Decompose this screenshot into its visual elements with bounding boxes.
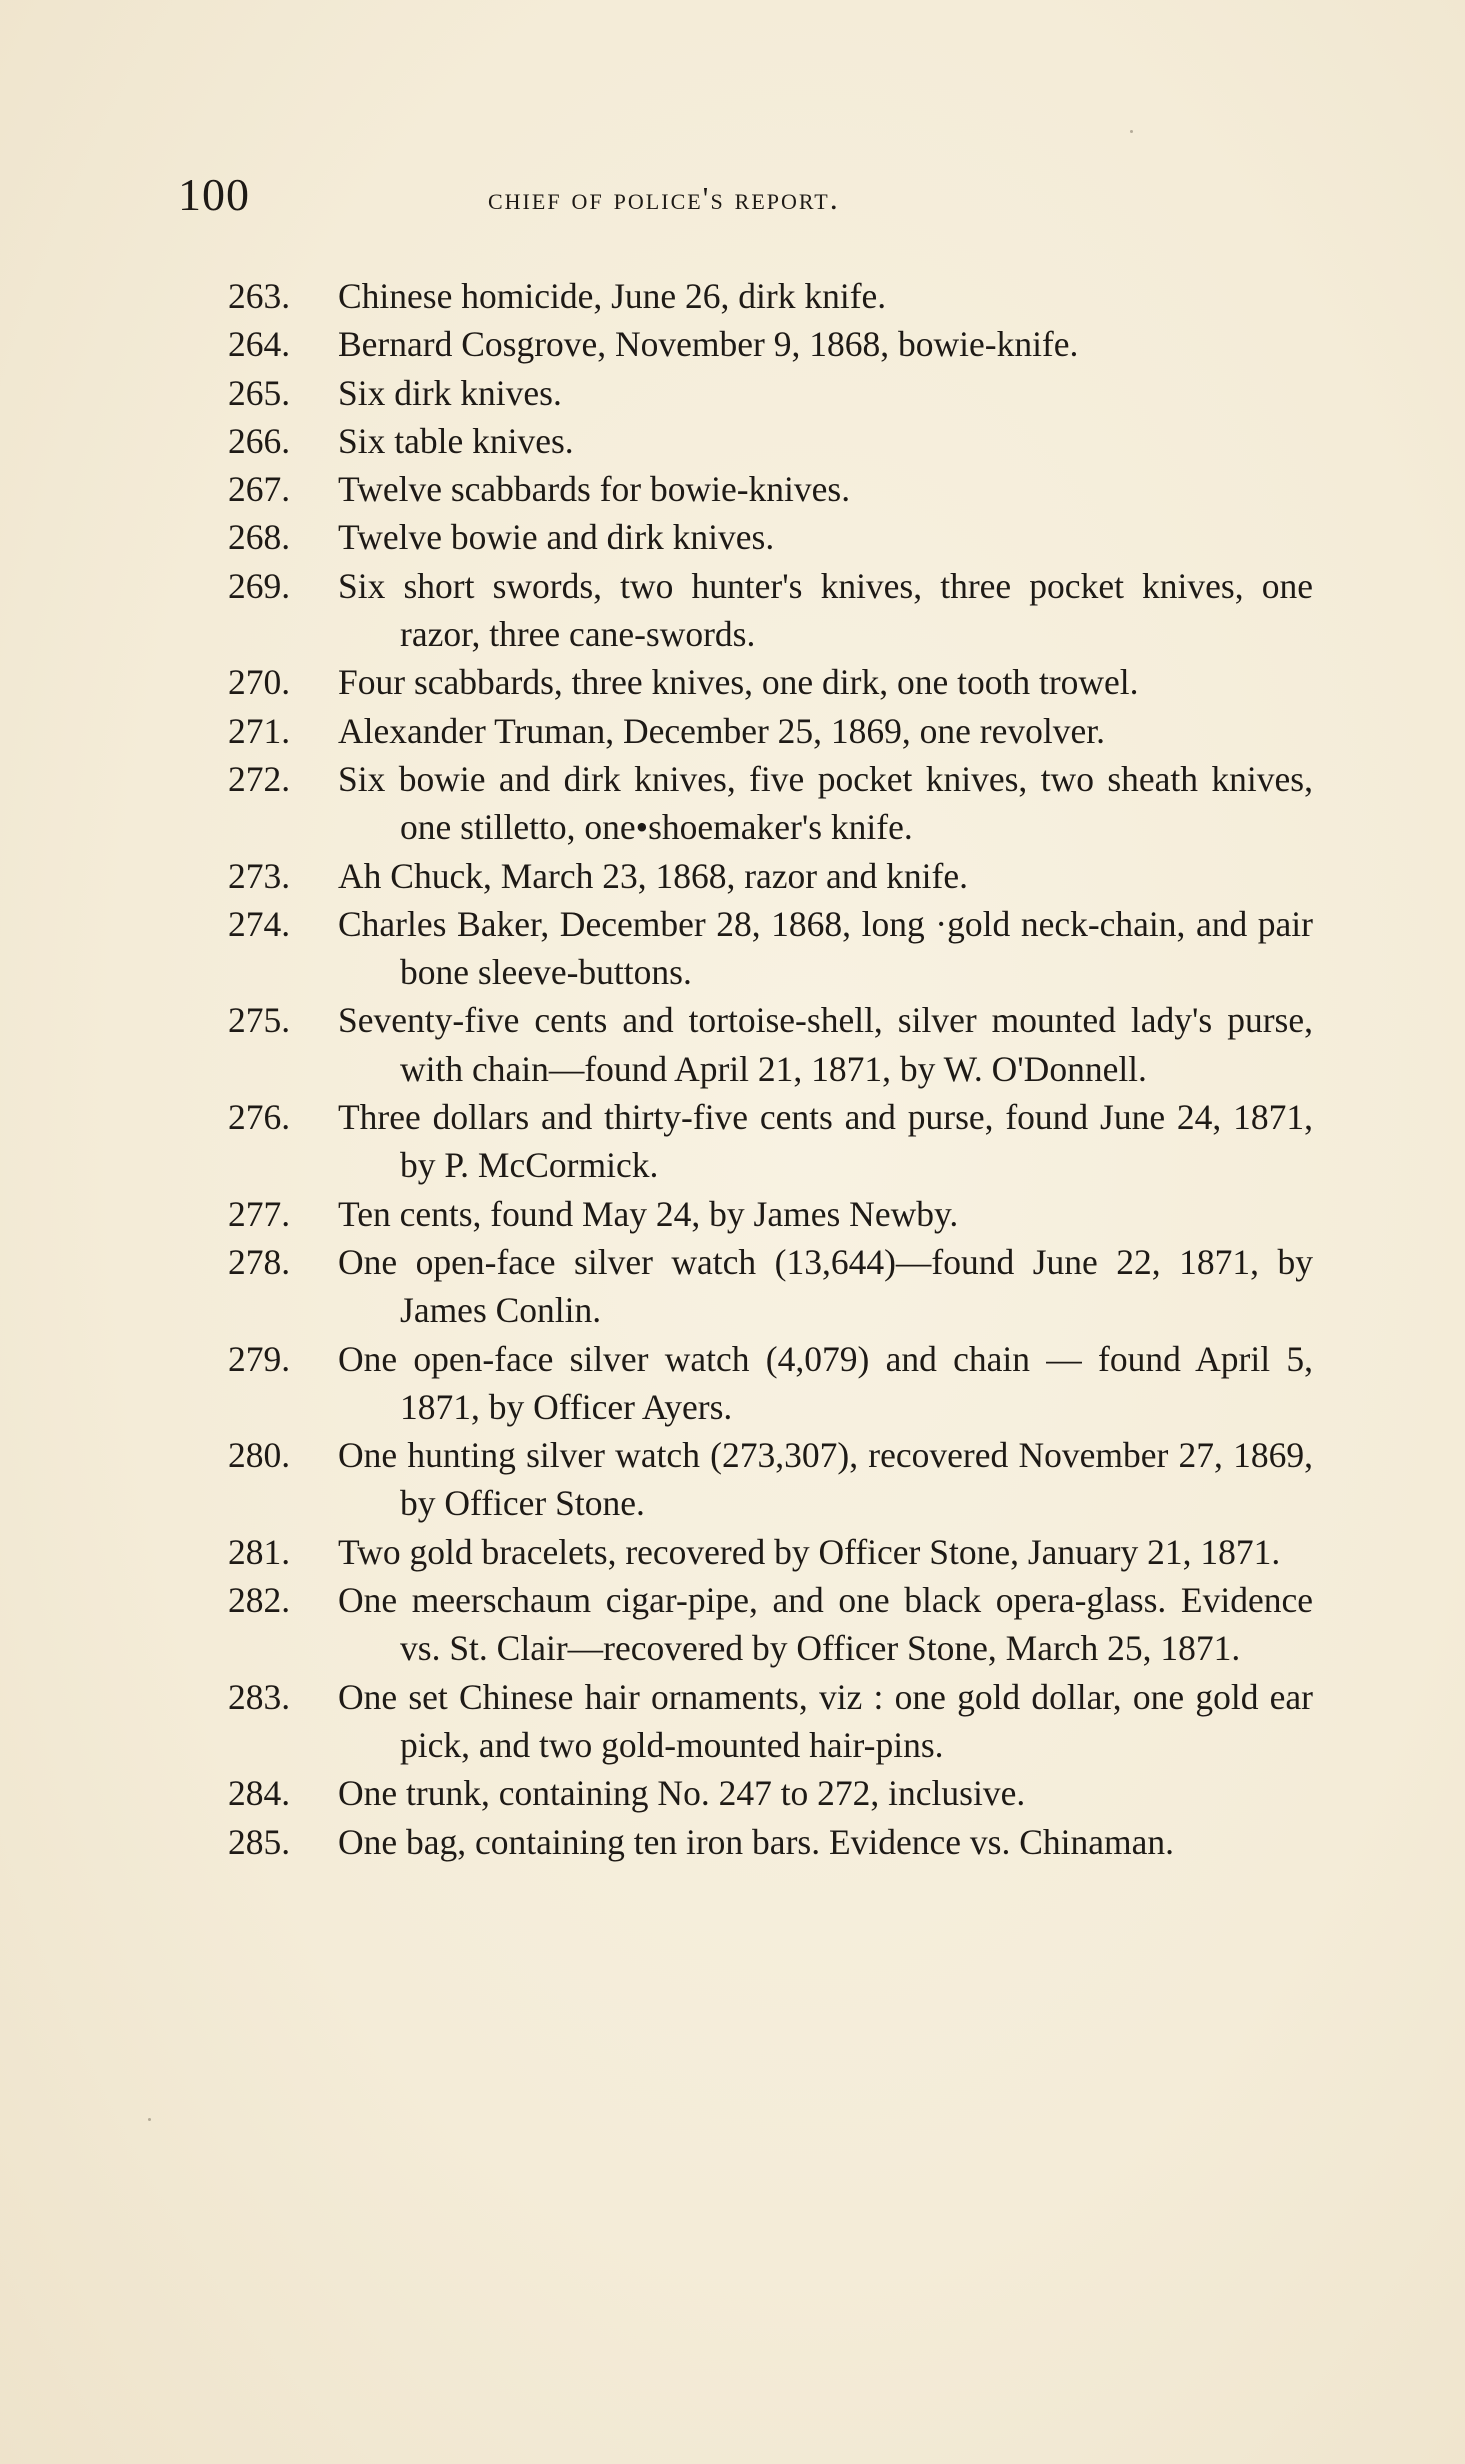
list-item xyxy=(228,852,1313,900)
entry-text: Charles Baker, December 28, 1868, long ·gold neck-chain, and pair bone sleeve-buttons. xyxy=(338,903,1313,993)
entry-number: 272. xyxy=(228,758,291,799)
entry-number: 273. xyxy=(228,855,291,896)
paper-speck xyxy=(1130,130,1133,133)
entry-number: 281. xyxy=(228,1531,291,1572)
entry-text: One set Chinese hair ornaments, viz : one gold dollar, one gold ear pick, and two gold-mounted hair-pins. xyxy=(338,1676,1313,1765)
entry-text: One trunk, containing No. 247 to 272, inclusive. xyxy=(338,1773,1026,1814)
list-item xyxy=(228,707,1313,755)
entry-text: One hunting silver watch (273,30⁠7), recovered November 27, 1869, by Officer Stone. xyxy=(338,1435,1313,1524)
page-header xyxy=(178,168,1008,228)
entry-number: 276. xyxy=(228,1097,291,1138)
list-item xyxy=(228,1576,1313,1673)
entry-text: Seventy-five cents and tortoise-shell, silver mounted lady's purse, with chain—found April 21, 1871, by W. O'Donnell. xyxy=(338,1000,1313,1089)
entry-number: 269. xyxy=(228,565,291,606)
list-item xyxy=(228,1769,1313,1817)
entry-number: 270. xyxy=(228,662,291,703)
entry-number: 271. xyxy=(228,710,291,751)
page-number: 100 xyxy=(178,169,250,220)
entry-text: Ten cents, found May 24, by James Newby. xyxy=(338,1193,959,1234)
entry-text: Four scabbards, three knives, one dirk, one tooth trowel. xyxy=(338,662,1139,703)
list-item xyxy=(228,320,1313,368)
list-item xyxy=(228,513,1313,561)
list-item xyxy=(228,1335,1313,1432)
entry-number: 268. xyxy=(228,517,291,558)
list-item xyxy=(228,658,1313,706)
list-item xyxy=(228,1818,1313,1866)
list-item xyxy=(228,465,1313,513)
list-item xyxy=(228,996,1313,1093)
entry-number: 280. xyxy=(228,1435,291,1476)
evidence-list xyxy=(228,272,1313,1866)
entry-text: Ah Chuck, March 23, 1868, razor and knife. xyxy=(338,855,968,896)
running-head: chief of police's report. xyxy=(488,180,840,216)
entry-text: Three dollars and thirty-five cents and purse, found June 24, 1871, by P. McCormick. xyxy=(338,1097,1313,1186)
list-item xyxy=(228,755,1313,852)
entry-text: Chinese homicide, June 26, dirk knife. xyxy=(338,276,887,316)
entry-text: Two gold bracelets, recovered by Officer Stone, January 21, 1871. xyxy=(338,1531,1281,1572)
list-item xyxy=(228,900,1313,997)
entry-text: Six bowie and dirk knives, five pocket knives, two sheath knives, one stilletto, one•shoemaker's knife. xyxy=(338,758,1313,848)
entry-number: 278. xyxy=(228,1241,291,1282)
entry-number: 279. xyxy=(228,1338,291,1379)
entry-text: Six table knives. xyxy=(338,420,574,461)
entry-text: Twelve bowie and dirk knives. xyxy=(338,517,775,558)
list-item xyxy=(228,1431,1313,1528)
list-item xyxy=(228,1673,1313,1770)
entry-number: 266. xyxy=(228,420,291,461)
entry-number: 274. xyxy=(228,903,291,944)
list-item xyxy=(228,272,1313,320)
list-item xyxy=(228,1528,1313,1576)
entry-text: One meerschaum cigar-pipe, and one black opera-glass. Evidence vs. St. Clair—recovered by Officer Stone, March 25, 1871. xyxy=(338,1580,1313,1669)
entry-text: Alexander Truman, December 25, 1869, one revolver. xyxy=(338,710,1105,751)
list-item xyxy=(228,562,1313,659)
entry-number: 285. xyxy=(228,1821,291,1862)
paper-speck xyxy=(148,2118,151,2121)
list-item xyxy=(228,1238,1313,1335)
entry-text: Six dirk knives. xyxy=(338,372,562,413)
entry-text: One open-face silver watch (4,079) and chain — found April 5, 1871, by Officer Ayers. xyxy=(338,1338,1313,1427)
entry-number: 284. xyxy=(228,1773,291,1814)
list-item xyxy=(228,369,1313,417)
entry-number: 264. xyxy=(228,324,291,365)
entry-text: Twelve scabbards for bowie-knives. xyxy=(338,469,851,510)
entry-number: 263. xyxy=(228,276,291,316)
list-item xyxy=(228,417,1313,465)
entry-number: 265. xyxy=(228,372,291,413)
list-item xyxy=(228,1093,1313,1190)
entry-number: 283. xyxy=(228,1676,291,1717)
entry-text: Bernard Cosgrove, November 9, 1868, bowie-knife. xyxy=(338,324,1079,365)
entry-number: 267. xyxy=(228,469,291,510)
entry-text: Six short swords, two hunter's knives, three pocket knives, one razor, three cane-swords. xyxy=(338,565,1313,655)
entry-number: 275. xyxy=(228,1000,291,1041)
entry-number: 277. xyxy=(228,1193,291,1234)
entry-number: 282. xyxy=(228,1580,291,1621)
list-item xyxy=(228,1190,1313,1238)
entry-text: One bag, containing ten iron bars. Evidence vs. Chinaman. xyxy=(338,1821,1175,1862)
entry-text: One open-face silver watch (13,644)—found June 22, 1871, by James Conlin. xyxy=(338,1241,1313,1331)
